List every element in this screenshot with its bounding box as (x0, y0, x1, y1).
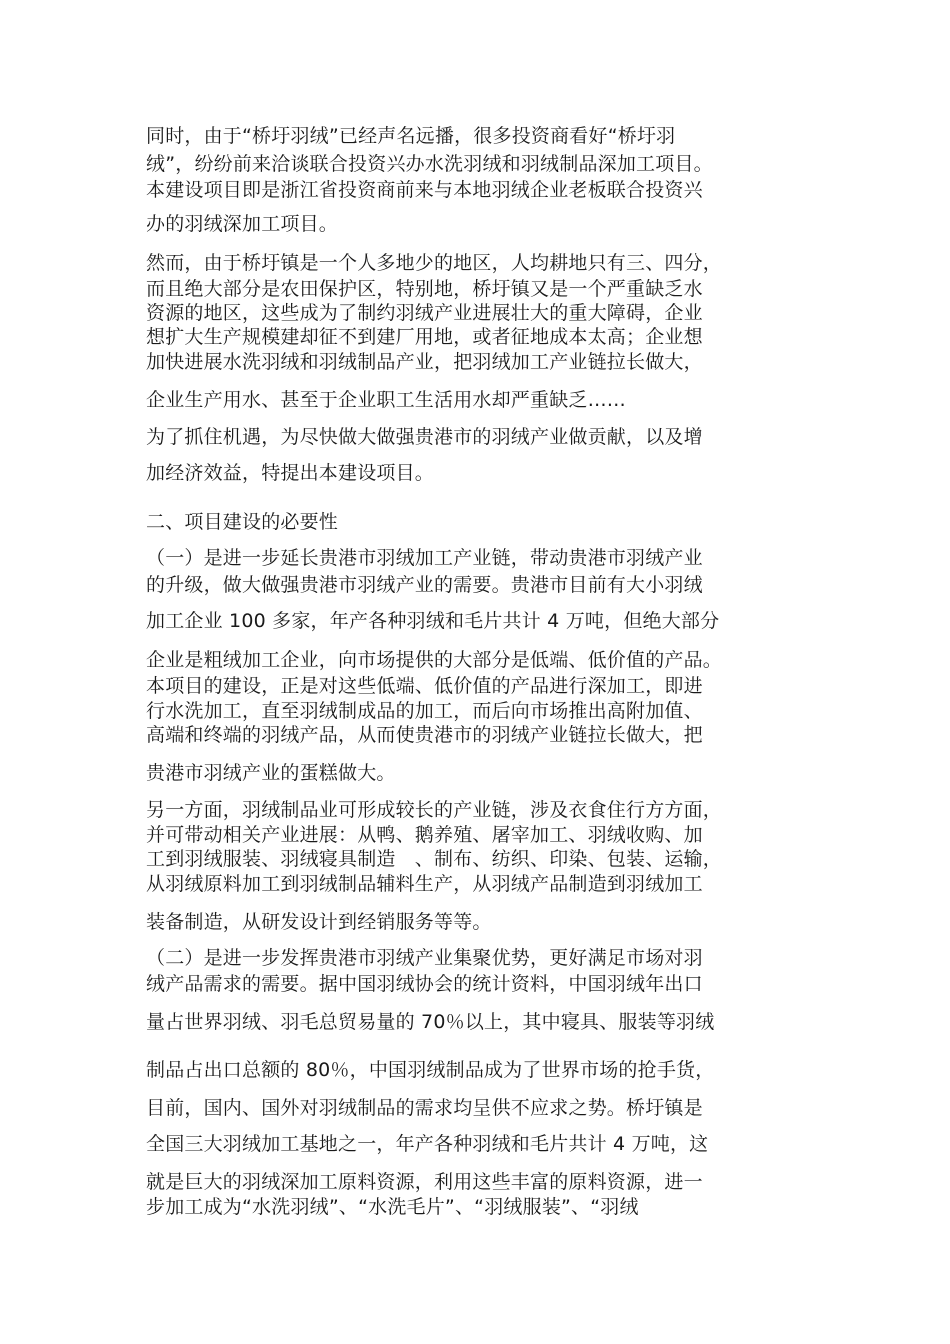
text-line: 企业是粗绒加工企业，向市场提供的大部分是低端、低价值的产品。 (146, 649, 723, 671)
text-line: （一）是进一步延长贵港市羽绒加工产业链，带动贵港市羽绒产业 (146, 547, 703, 569)
text-line: 企业生产用水、甚至于企业职工生活用水却严重缺乏…… (146, 389, 627, 411)
text-line: 加快进展水洗羽绒和羽绒制品产业，把羽绒加工产业链拉长做大， (146, 351, 703, 373)
text-line: 绒产品需求的需要。据中国羽绒协会的统计资料，中国羽绒年出口 (146, 973, 703, 995)
text-line: 贵港市羽绒产业的蛋糕做大。 (146, 762, 396, 784)
text-line: 加工企业 100 多家，年产各种羽绒和毛片共计 4 万吨，但绝大部分 (146, 610, 720, 632)
text-line: 的升级，做大做强贵港市羽绒产业的需要。贵港市目前有大小羽绒 (146, 574, 703, 596)
text-line: 为了抓住机遇，为尽快做大做强贵港市的羽绒产业做贡献，以及增 (146, 426, 703, 448)
text-line: 另一方面，羽绒制品业可形成较长的产业链，涉及衣食住行方方面， (146, 799, 723, 821)
text-line: 工到羽绒服装、羽绒寝具制造 、制布、纺织、印染、包装、运输， (146, 848, 723, 870)
text-line: 本建设项目即是浙江省投资商前来与本地羽绒企业老板联合投资兴 (146, 179, 703, 201)
text-line: 绒”，纷纷前来洽谈联合投资兴办水洗羽绒和羽绒制品深加工项目。 (146, 153, 713, 175)
text-line: 加经济效益，特提出本建设项目。 (146, 462, 435, 484)
text-line: 然而，由于桥圩镇是一个人多地少的地区，人均耕地只有三、四分， (146, 252, 723, 274)
text-line: 全国三大羽绒加工基地之一，年产各种羽绒和毛片共计 4 万吨，这 (146, 1133, 709, 1155)
text-line: 装备制造，从研发设计到经销服务等等。 (146, 911, 492, 933)
text-line: 高端和终端的羽绒产品，从而使贵港市的羽绒产业链拉长做大，把 (146, 724, 703, 746)
text-line: 而且绝大部分是农田保护区，特别地，桥圩镇又是一个严重缺乏水 (146, 278, 703, 300)
text-line: 行水洗加工，直至羽绒制成品的加工，而后向市场推出高附加值、 (146, 700, 703, 722)
text-line: （二）是进一步发挥贵港市羽绒产业集聚优势，更好满足市场对羽 (146, 947, 703, 969)
text-line: 从羽绒原料加工到羽绒制品辅料生产，从羽绒产品制造到羽绒加工 (146, 873, 703, 895)
text-line: 并可带动相关产业进展：从鸭、鹅养殖、屠宰加工、羽绒收购、加 (146, 824, 703, 846)
text-line: 资源的地区，这些成为了制约羽绒产业进展壮大的重大障碍，企业 (146, 302, 703, 324)
text-line: 办的羽绒深加工项目。 (146, 213, 339, 235)
text-line: 想扩大生产规模建却征不到建厂用地，或者征地成本太高；企业想 (146, 326, 703, 348)
text-line: 本项目的建设，正是对这些低端、低价值的产品进行深加工，即进 (146, 675, 703, 697)
text-line: 量占世界羽绒、羽毛总贸易量的 70％以上，其中寝具、服装等羽绒 (146, 1011, 715, 1033)
section-heading: 二、项目建设的必要性 (146, 511, 339, 533)
text-line: 目前，国内、国外对羽绒制品的需求均呈供不应求之势。桥圩镇是 (146, 1097, 703, 1119)
text-line: 同时，由于“桥圩羽绒”已经声名远播，很多投资商看好“桥圩羽 (146, 125, 676, 147)
text-line: 步加工成为“水洗羽绒”、“水洗毛片”、“羽绒服装”、“羽绒 (146, 1196, 639, 1218)
text-line: 制品占出口总额的 80％，中国羽绒制品成为了世界市场的抢手货， (146, 1059, 715, 1081)
text-line: 就是巨大的羽绒深加工原料资源，利用这些丰富的原料资源，进一 (146, 1171, 703, 1193)
